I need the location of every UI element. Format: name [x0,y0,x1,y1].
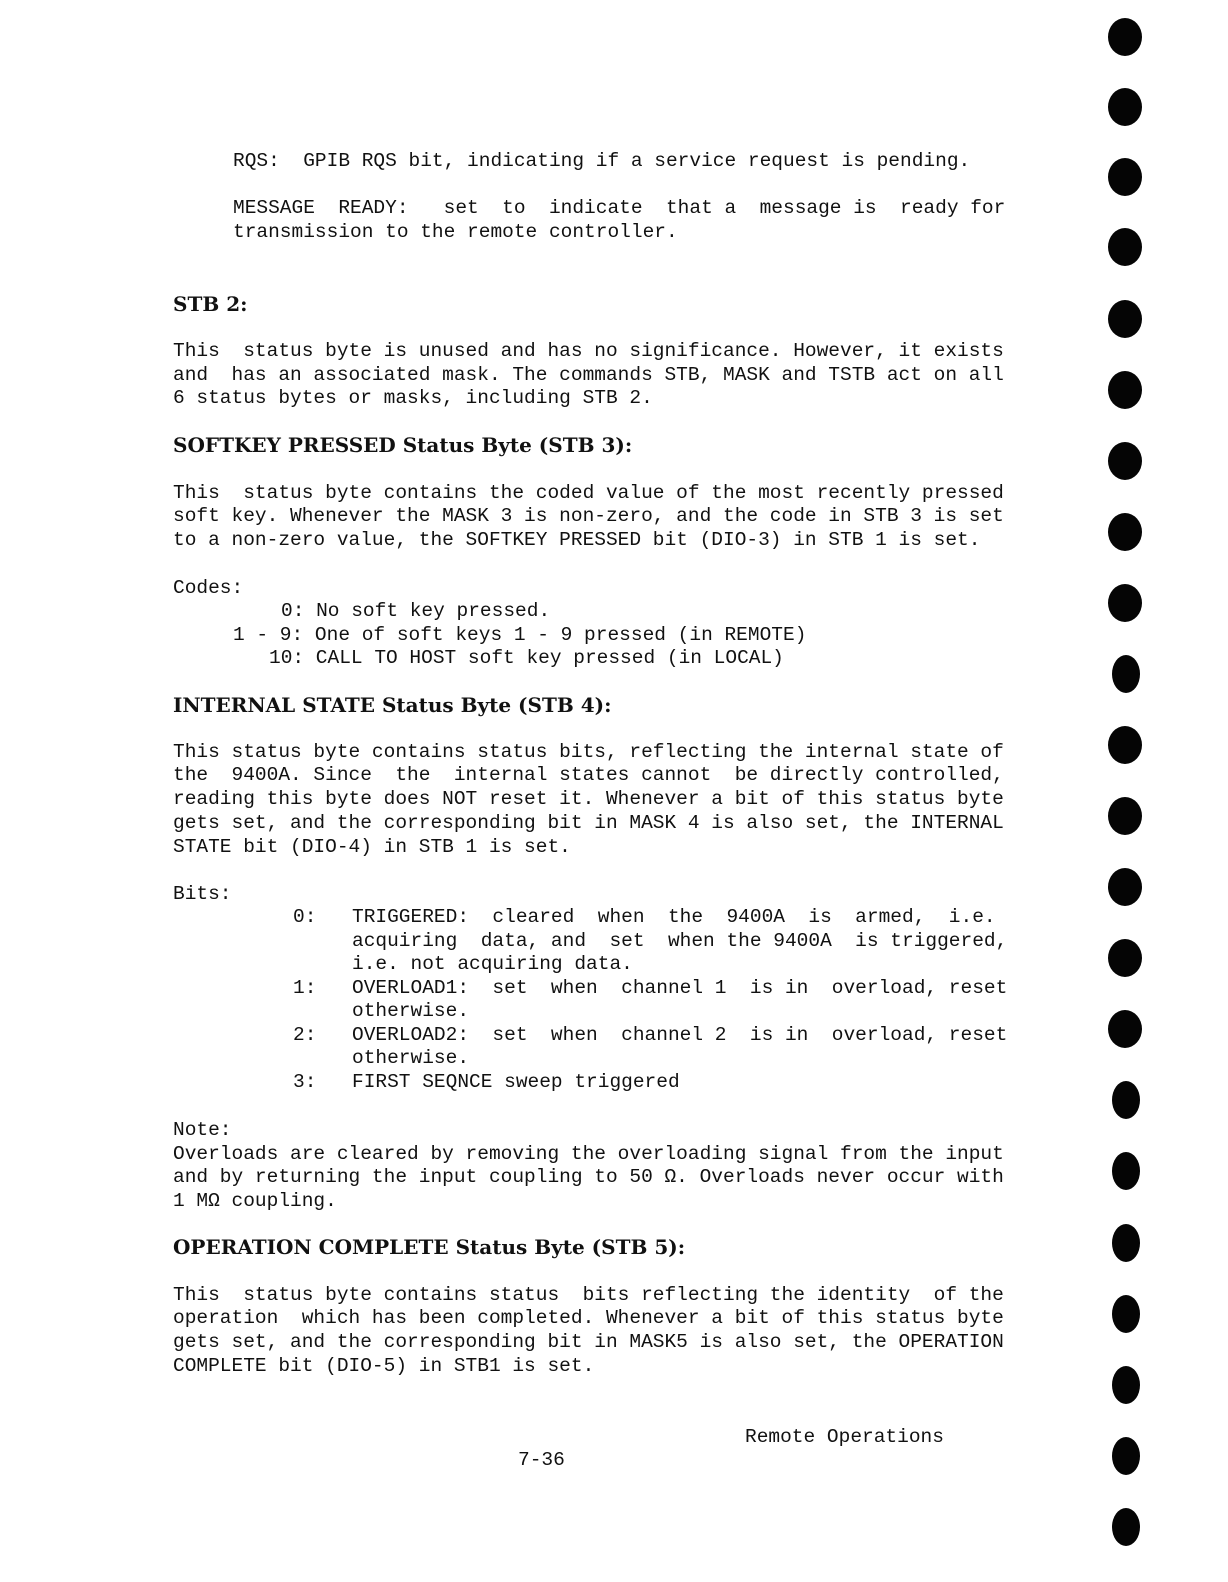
binder-hole-icon [1108,371,1142,409]
rqs-line: RQS: GPIB RQS bit, indicating if a service request is pending. [233,150,971,172]
codes-label: Codes: [173,577,244,599]
binder-hole-icon [1112,655,1140,693]
binder-hole-icon [1112,1508,1140,1546]
stb3-line-2: soft key. Whenever the MASK 3 is non-zero, and the code in STB 3 is set [173,505,1004,527]
binder-hole-icon [1112,1295,1140,1333]
stb4-line-3: reading this byte does NOT reset it. Whenever a bit of this status byte [173,788,1004,810]
bit-2-line-2: otherwise. [352,1047,470,1069]
stb4-line-1: This status byte contains status bits, reflecting the internal state of [173,741,1004,763]
stb4-line-2: the 9400A. Since the internal states cannot be directly controlled, [173,764,1004,786]
page-number: 7-36 [518,1449,565,1471]
stb4-line-4: gets set, and the corresponding bit in MASK 4 is also set, the INTERNAL [173,812,1004,834]
binder-hole-icon [1108,1010,1142,1048]
note-line-2: and by returning the input coupling to 50 Ω. Overloads never occur with [173,1166,1004,1188]
stb2-line-3: 6 status bytes or masks, including STB 2. [173,387,653,409]
footer-section-title: Remote Operations [745,1426,944,1448]
note-label: Note: [173,1119,232,1141]
stb3-line-3: to a non-zero value, the SOFTKEY PRESSED bit (DIO-3) in STB 1 is set. [173,529,981,551]
message-ready-line-2: transmission to the remote controller. [233,221,678,243]
binder-hole-icon [1108,726,1142,764]
binder-hole-icon [1108,442,1142,480]
bit-3-line-1: FIRST SEQNCE sweep triggered [352,1071,680,1093]
binder-hole-icon [1108,88,1142,126]
binder-hole-icon [1108,228,1142,266]
note-line-1: Overloads are cleared by removing the overloading signal from the input [173,1143,1004,1165]
bit-0-line-2: acquiring data, and set when the 9400A is triggered, [352,930,1008,952]
binder-hole-icon [1108,513,1142,551]
bit-0-number: 0: [293,906,317,928]
stb5-heading: OPERATION COMPLETE Status Byte (STB 5): [173,1235,686,1259]
bits-label: Bits: [173,883,232,905]
binder-hole-icon [1108,300,1142,338]
bit-1-number: 1: [293,977,317,999]
binder-hole-icon [1108,18,1142,56]
code-1-9: 1 - 9: One of soft keys 1 - 9 pressed (in REMOTE) [233,624,807,646]
binder-hole-icon [1108,868,1142,906]
stb5-line-4: COMPLETE bit (DIO-5) in STB1 is set. [173,1355,595,1377]
bit-1-line-1: OVERLOAD1: set when channel 1 is in overload, reset [352,977,1008,999]
stb2-heading: STB 2: [173,292,248,316]
binder-hole-icon [1112,1366,1140,1404]
bit-0-line-1: TRIGGERED: cleared when the 9400A is armed, i.e. [352,906,996,928]
binder-hole-icon [1108,939,1142,977]
bit-2-number: 2: [293,1024,317,1046]
note-line-3: 1 MΩ coupling. [173,1190,337,1212]
stb5-line-3: gets set, and the corresponding bit in MASK5 is also set, the OPERATION [173,1331,1004,1353]
binder-hole-icon [1112,1224,1140,1262]
stb2-line-1: This status byte is unused and has no significance. However, it exists [173,340,1004,362]
binder-hole-icon [1112,1437,1140,1475]
binder-hole-icon [1108,584,1142,622]
stb5-line-1: This status byte contains status bits reflecting the identity of the [173,1284,1004,1306]
stb5-line-2: operation which has been completed. Whenever a bit of this status byte [173,1307,1004,1329]
stb4-line-5: STATE bit (DIO-4) in STB 1 is set. [173,836,571,858]
bit-2-line-1: OVERLOAD2: set when channel 2 is in overload, reset [352,1024,1008,1046]
code-0: 0: No soft key pressed. [281,600,551,622]
stb4-heading: INTERNAL STATE Status Byte (STB 4): [173,693,612,717]
binder-hole-icon [1108,797,1142,835]
message-ready-line-1: MESSAGE READY: set to indicate that a message is ready for [233,197,1006,219]
binder-hole-icon [1108,158,1142,196]
bit-0-line-3: i.e. not acquiring data. [352,953,633,975]
code-10: 10: CALL TO HOST soft key pressed (in LOCAL) [269,647,784,669]
stb3-heading: SOFTKEY PRESSED Status Byte (STB 3): [173,433,633,457]
binder-holes [1108,0,1148,1582]
stb2-line-2: and has an associated mask. The commands STB, MASK and TSTB act on all [173,364,1004,386]
binder-hole-icon [1112,1081,1140,1119]
bit-3-number: 3: [293,1071,317,1093]
stb3-line-1: This status byte contains the coded value of the most recently pressed [173,482,1004,504]
bit-1-line-2: otherwise. [352,1000,470,1022]
binder-hole-icon [1112,1152,1140,1190]
